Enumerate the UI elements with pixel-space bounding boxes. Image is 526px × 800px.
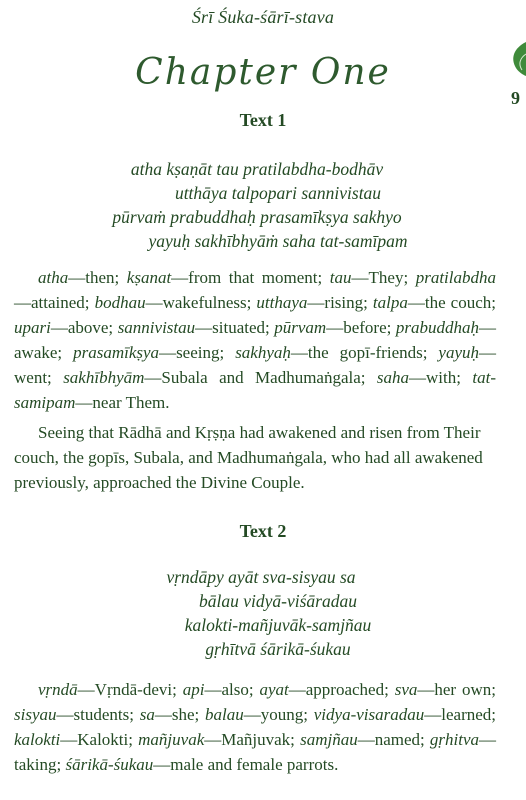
synonym-meaning: —male and female parrots. xyxy=(153,755,339,774)
synonym-meaning: —then; xyxy=(68,268,127,287)
synonym-word: sva xyxy=(394,680,418,699)
verse-line: pūrvaṁ prabuddhaḥ prasamīkṣya sakhyo xyxy=(112,207,402,227)
verse-line: vṛndāpy ayāt sva-sisyau sa xyxy=(166,567,356,587)
synonym-meaning: —young; xyxy=(243,705,314,724)
synonym-word: api xyxy=(182,680,205,699)
synonym-word: ayat xyxy=(259,680,289,699)
page-number: 9 xyxy=(511,88,520,108)
synonym-meaning: —attained; xyxy=(14,293,95,312)
synonym-word: sa xyxy=(139,705,155,724)
synonym-word: pratilabdha xyxy=(415,268,497,287)
verse-line: bālau vidyā-viśāradau xyxy=(199,591,357,611)
synonym-meaning: —named; xyxy=(357,730,430,749)
synonym-meaning: —before; xyxy=(326,318,396,337)
verse-line: yayuḥ sakhībhyāṁ saha tat-samīpam xyxy=(148,231,408,251)
synonym-word: tau xyxy=(329,268,352,287)
synonym-meaning: —above; xyxy=(50,318,118,337)
synonym-word: yayuḥ xyxy=(438,343,480,362)
synonym-word: samjñau xyxy=(300,730,358,749)
synonym-meaning: —Kalokti; xyxy=(60,730,139,749)
text-1-verse xyxy=(0,157,526,253)
synonym-word: mañjuvak xyxy=(138,730,205,749)
synonym-word: prabuddhaḥ xyxy=(395,318,479,337)
synonym-word: utthaya xyxy=(256,293,308,312)
synonym-meaning: —learned; xyxy=(424,705,496,724)
synonym-word: bodhau xyxy=(94,293,146,312)
synonym-word: kalokti xyxy=(14,730,61,749)
synonym-meaning: —the couch; xyxy=(407,293,496,312)
synonym-meaning: —Vṛndā-devi; xyxy=(77,680,183,699)
text-2-heading: Text 2 xyxy=(239,521,287,541)
synonym-meaning: —seeing; xyxy=(159,343,236,362)
synonym-word: vidya-visaradau xyxy=(313,705,425,724)
verse-line: gṛhītvā śārikā-śukau xyxy=(205,639,351,659)
synonym-word: kṣanat xyxy=(126,268,172,287)
synonym-meaning: —They; xyxy=(351,268,416,287)
synonym-word: prasamīkṣya xyxy=(73,343,160,362)
text-1-translation: Seeing that Rādhā and Kṛṣṇa had awakened and risen from Their couch, the gopīs, Subala, and Madhumaṅgala, who had all awakened previously, approached the Divine Couple. xyxy=(14,423,483,492)
synonym-meaning: —taking; xyxy=(14,730,497,774)
running-head: Śrī Śuka-śārī-stava xyxy=(191,7,335,27)
synonym-meaning: —the gopī-friends; xyxy=(290,343,439,362)
synonym-word: upari xyxy=(14,318,51,337)
synonym-meaning: —her own; xyxy=(417,680,496,699)
synonym-word: tat-samipam xyxy=(14,368,496,412)
synonym-meaning: —students; xyxy=(56,705,140,724)
text-2-verse xyxy=(0,565,526,661)
synonym-meaning: —Mañjuvak; xyxy=(204,730,301,749)
synonym-word: gṛhitva xyxy=(429,730,480,749)
synonym-word: saha xyxy=(376,368,410,387)
synonym-meaning: —Subala and Madhumaṅgala; xyxy=(144,368,377,387)
synonym-word: pūrvam xyxy=(274,318,327,337)
synonym-meaning: —approached; xyxy=(288,680,395,699)
synonym-meaning: —situated; xyxy=(195,318,275,337)
synonym-meaning: —with; xyxy=(409,368,473,387)
text-1-synonyms xyxy=(14,265,496,415)
synonym-meaning: —also; xyxy=(204,680,260,699)
synonym-word: talpa xyxy=(372,293,408,312)
synonym-word: sannivistau xyxy=(117,318,196,337)
synonym-meaning: —rising; xyxy=(307,293,373,312)
synonym-meaning: —went; xyxy=(14,343,497,387)
synonym-meaning: —awake; xyxy=(14,318,496,362)
synonym-meaning: —from that moment; xyxy=(171,268,330,287)
verse-line: atha kṣaṇāt tau pratilabdha-bodhāv xyxy=(130,159,384,179)
synonym-meaning: —wakefulness; xyxy=(145,293,257,312)
synonym-word: śārikā-śukau xyxy=(65,755,154,774)
synonym-word: sakhyaḥ xyxy=(235,343,291,362)
synonym-word: atha xyxy=(38,268,69,287)
synonym-meaning: —near Them. xyxy=(75,393,170,412)
synonym-word: sakhībhyām xyxy=(63,368,145,387)
chapter-title: Chapter One xyxy=(135,52,391,93)
text-1-heading: Text 1 xyxy=(239,110,287,130)
synonym-word: vṛndā xyxy=(38,680,78,699)
verse-line: utthāya talpopari sannivistau xyxy=(174,183,382,203)
synonym-meaning: —she; xyxy=(154,705,206,724)
verse-line: kalokti-mañjuvāk-samjñau xyxy=(184,615,372,635)
synonym-word: balau xyxy=(205,705,244,724)
synonym-word: sisyau xyxy=(14,705,57,724)
text-2-synonyms xyxy=(14,677,496,777)
